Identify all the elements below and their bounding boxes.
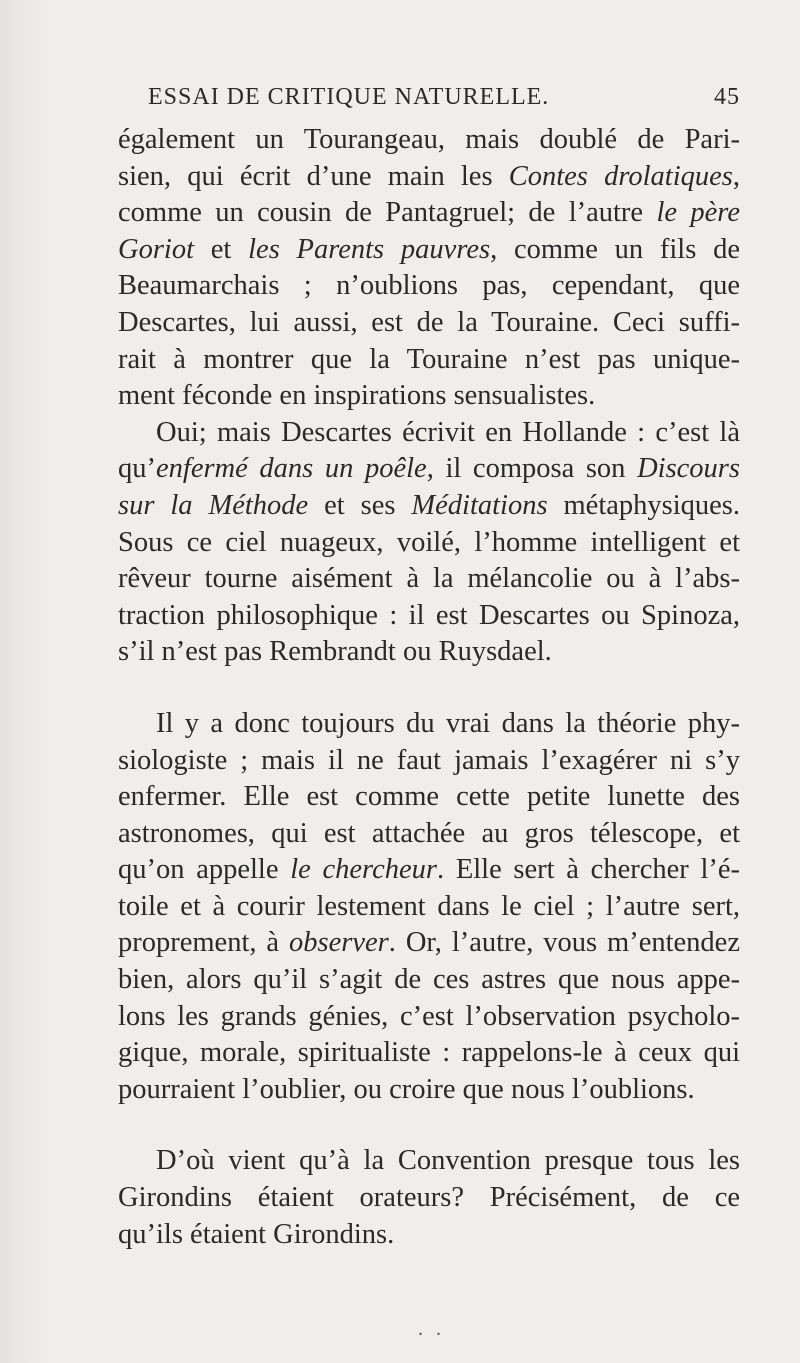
text-run: siologiste ; mais il ne faut jamais l’exagérer ni s’y [118,744,740,776]
italic-text: les Parents pauvres [248,233,491,265]
text-line [118,962,740,999]
italic-text: enfermé dans un poêle [156,453,427,485]
italic-text: le chercheur [290,854,437,886]
text-run: Sous ce ciel nuageux, voilé, l’homme intelligent et [118,526,740,558]
italic-text: le père [656,197,740,229]
text-run: Oui; mais Descartes écrivit en Hollande : c’est là [156,416,740,448]
text-run: pourraient l’oublier, ou croire que nous l’oublions. [118,1073,695,1105]
text-run: qu’ils étaient Girondins. [118,1218,395,1250]
text-run: qu’ [118,453,156,485]
text-run: proprement, à [118,927,290,959]
page-number: 45 [714,84,740,110]
text-run: , [732,160,740,192]
text-line [118,122,740,159]
text-run: toile et à courir lestement dans le ciel ; l’autre sert, [118,890,740,922]
text-line [118,415,740,452]
text-run: rait à montrer que la Touraine n’est pas unique- [118,343,740,375]
italic-text: Méditations [411,489,548,521]
text-run: , comme un fils de [490,233,740,265]
text-run: gique, morale, spiritualiste : rappelons-le à ceux qui [118,1037,740,1069]
text-line [118,634,740,671]
text-line [118,378,740,415]
text-line [118,561,740,598]
text-run: . Elle sert à chercher l’é- [436,854,741,886]
text-run: Il y a donc toujours du vrai dans la théorie phy- [156,707,740,739]
italic-text: observer [289,927,389,959]
text-line [118,1217,740,1254]
text-run: comme un cousin de Pantagruel; de l’autre [118,197,657,229]
text-line [118,889,740,926]
text-run: D’où vient qu’à la Convention presque tous les [156,1145,740,1177]
text-run: et [194,233,249,265]
text-line [118,232,740,269]
text-run: métaphysiques. [547,489,741,521]
page-ornament: . . [418,1318,445,1340]
text-line [118,525,740,562]
text-line [118,925,740,962]
text-line [118,816,740,853]
page-header [118,84,740,114]
text-run: et ses [308,489,412,521]
italic-text: Goriot [118,233,195,265]
text-line [118,1072,740,1109]
text-line [118,598,740,635]
text-line [118,1035,740,1072]
text-run: . Or, l’autre, vous m’entendez [388,927,740,959]
text-line [118,342,740,379]
text-line [118,743,740,780]
text-run: Beaumarchais ; n’oublions pas, cependant, que [118,270,740,302]
body-text [118,122,740,1253]
text-line [118,305,740,342]
text-line [118,706,740,743]
paragraph-2 [118,706,740,1109]
text-run: enfermer. Elle est comme cette petite lunette des [118,781,740,813]
text-line [118,268,740,305]
text-line [118,451,740,488]
paragraph-3 [118,1143,740,1253]
text-run: qu’on appelle [118,854,291,886]
text-line [118,488,740,525]
text-run: astronomes, qui est attachée au gros télescope, et [118,817,740,849]
text-run: rêveur tourne aisément à la mélancolie ou à l’abs- [118,563,740,595]
italic-text: Discours [637,453,740,485]
text-run: également un Tourangeau, mais doublé de Pari- [118,124,740,155]
text-run: s’il n’est pas Rembrandt ou Ruysdael. [118,636,552,668]
text-line [118,852,740,889]
text-line [118,1143,740,1180]
text-line [118,1180,740,1217]
text-run: , il composa son [426,453,638,485]
italic-text: sur la Méthode [118,489,309,521]
running-title: ESSAI DE CRITIQUE NATURELLE. [148,84,550,110]
text-run: bien, alors qu’il s’agit de ces astres que nous appe- [118,964,740,996]
text-run: Descartes, lui aussi, est de la Touraine. Ceci suffi- [118,306,740,338]
text-run: sien, qui écrit d’une main les [118,160,509,192]
text-line [118,195,740,232]
text-line [118,159,740,196]
paragraph-1 [118,122,740,671]
text-run: lons les grands génies, c’est l’observation psycholo- [118,1000,740,1032]
text-line [118,779,740,816]
text-line [118,999,740,1036]
text-run: traction philosophique : il est Descartes ou Spinoza, [118,599,740,631]
italic-text: Contes drolatiques [508,160,733,192]
text-run: ment féconde en inspirations sensualistes. [118,380,596,412]
text-run: Girondins étaient orateurs? Précisément, de ce [118,1182,740,1214]
